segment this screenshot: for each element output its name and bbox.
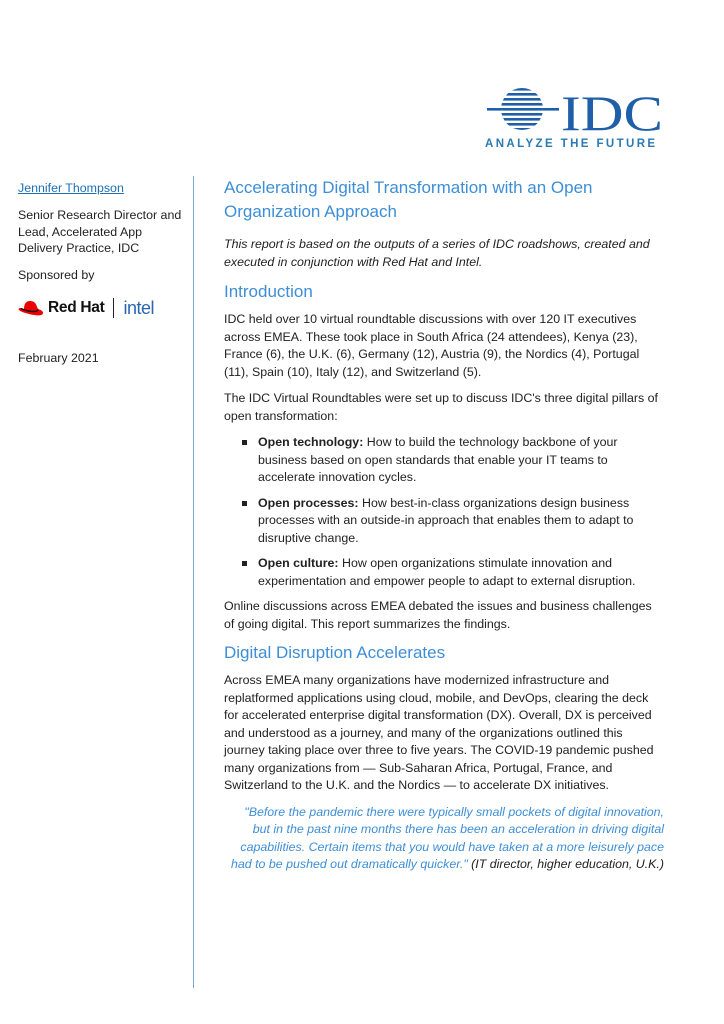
logo-tagline: ANALYZE THE FUTURE xyxy=(485,138,658,150)
main-content xyxy=(224,176,664,874)
report-title: Accelerating Digital Transformation with an Open Organization Approach xyxy=(224,178,593,221)
introduction-paragraph-2: The IDC Virtual Roundtables were set up to discuss IDC's three digital pillars of open transformation: xyxy=(224,391,658,423)
sponsor-logos xyxy=(18,296,188,320)
pull-quote xyxy=(224,804,664,874)
disruption-paragraph: Across EMEA many organizations have modernized infrastructure and replatformed applications using cloud, mobile, and DevOps, clearing the deck for accelerated enterprise digital transformation (DX). Overall, DX is perceived and understood as a journey, and many of the organizations outlined this journey taking place over three to five years. The COVID-19 pandemic pushed many organizations from — Sub-Saharan Africa, Portugal, France, and Switzerland to the U.K. and the Nordics — to accelerate DX initiatives. xyxy=(224,673,654,792)
sponsor-separator xyxy=(113,298,114,318)
sponsored-by-label: Sponsored by xyxy=(18,268,95,283)
disruption-heading: Digital Disruption Accelerates xyxy=(224,643,446,662)
introduction-heading: Introduction xyxy=(224,282,313,301)
bullet-text: How best-in-class organizations design business processes with an outside-in approach that enables them to adapt to disruptive change. xyxy=(258,495,634,545)
introduction-paragraph-3: Online discussions across EMEA debated the issues and business challenges of going digital. This report summarizes the findings. xyxy=(224,599,652,631)
quote-source: (IT director, higher education, U.K.) xyxy=(467,857,664,871)
author-role: Senior Research Director and Lead, Accelerated App Delivery Practice, IDC xyxy=(18,207,182,256)
bullet-label: Open culture: xyxy=(258,556,339,570)
publication-date: February 2021 xyxy=(18,350,99,365)
list-item xyxy=(258,495,664,548)
intro-note: This report is based on the outputs of a series of IDC roadshows, created and executed in conjunction with Red Hat and Intel. xyxy=(224,237,650,269)
red-hat-icon xyxy=(18,299,44,317)
list-item xyxy=(258,434,664,487)
intel-logo: intel xyxy=(123,297,154,318)
pillars-list xyxy=(224,434,664,590)
bullet-label: Open technology: xyxy=(258,435,364,449)
bullet-label: Open processes: xyxy=(258,495,359,510)
idc-logo-mark xyxy=(485,86,665,136)
redhat-logo xyxy=(18,299,104,317)
bullet-text: How to build the technology backbone of your business based on open standards that enable your IT teams to accelerate innovation cycles. xyxy=(258,435,618,484)
column-divider xyxy=(193,176,194,988)
list-item xyxy=(258,555,664,590)
redhat-wordmark: Red Hat xyxy=(48,298,105,316)
introduction-paragraph-1: IDC held over 10 virtual roundtable discussions with over 120 IT executives across EMEA. These took place in South Africa (24 attendees), Kenya (23), France (6), the U.K. (6), Germany (12), Austria (9), the Nordics (4), Portugal (11), Spain (10), Italy (12), and Switzerland (5). xyxy=(224,312,640,379)
quote-text: "Before the pandemic there were typically small pockets of digital innovation, but in the past nine months there has been an acceleration in driving digital capabilities. Certain items that you would have taken at a more leisurely pace had to be pushed out dramatically quicker." xyxy=(230,804,664,871)
sidebar xyxy=(18,180,188,367)
idc-logo xyxy=(485,86,665,152)
idc-wordmark: IDC xyxy=(561,86,663,136)
bullet-text: How open organizations stimulate innovation and experimentation and empower people to adapt to external disruption. xyxy=(258,556,636,588)
author-link[interactable]: Jennifer Thompson xyxy=(18,181,124,195)
